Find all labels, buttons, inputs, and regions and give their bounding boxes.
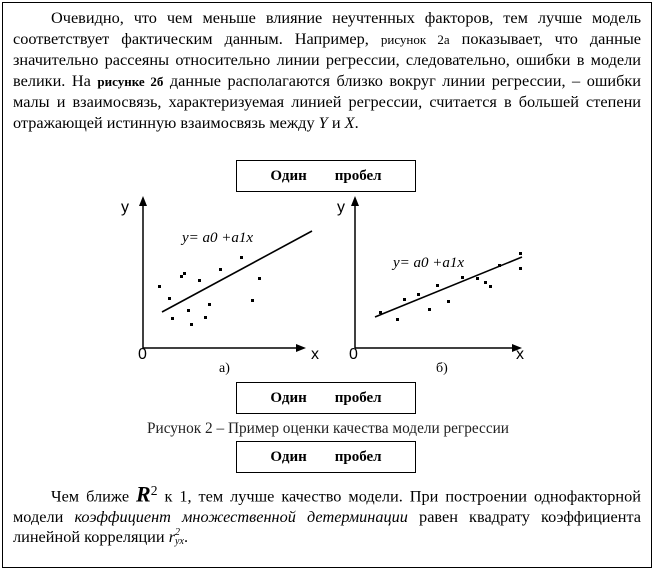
- origin-label: 0: [349, 346, 358, 363]
- paragraph-intro: [13, 8, 641, 133]
- data-point: [258, 277, 261, 280]
- data-point: [396, 318, 399, 321]
- separator-word: Один: [270, 389, 307, 406]
- separator-word: пробел: [334, 389, 382, 406]
- data-point: [403, 298, 406, 301]
- data-point: [187, 309, 190, 312]
- y-axis-label: y: [337, 199, 345, 216]
- superscript: 2: [150, 483, 158, 498]
- panel-a: [121, 196, 319, 376]
- data-point: [489, 285, 492, 288]
- figure-ref-b: рисунке 2б: [97, 73, 164, 89]
- data-point: [484, 281, 487, 284]
- data-point: [208, 303, 211, 306]
- arrow-icon: [139, 196, 147, 206]
- text: и: [331, 112, 341, 132]
- subscript: yx: [175, 535, 184, 547]
- data-point: [476, 277, 479, 280]
- data-point: [428, 308, 431, 311]
- data-point: [447, 300, 450, 303]
- data-point: [219, 268, 222, 271]
- r-letter: r: [168, 527, 176, 547]
- x-axis-label: x: [516, 346, 524, 363]
- panel-label-a: а): [219, 361, 230, 376]
- data-point: [240, 256, 243, 259]
- x-axis-label: x: [311, 346, 319, 363]
- regression-figure: [0, 190, 656, 380]
- data-point: [183, 272, 186, 275]
- data-point: [171, 317, 174, 320]
- data-point: [519, 267, 522, 270]
- text: .: [354, 112, 359, 132]
- data-point: [519, 252, 522, 255]
- text: равен квадрату коэффициента линейной корреляции: [13, 506, 641, 547]
- text: .: [183, 527, 189, 547]
- panel-label-b: б): [436, 361, 448, 376]
- superscript: 2: [175, 526, 181, 538]
- text: показывает, что данные значительно рассеяны относительно линии регрессии, следовательно, ошибки в модели велики. На: [13, 28, 641, 90]
- separator-word: Один: [270, 448, 307, 465]
- correlation-symbol: [169, 527, 184, 546]
- arrow-icon: [296, 344, 306, 352]
- data-point: [168, 297, 171, 300]
- italic-term: коэффициент множественной детерминации: [74, 506, 408, 526]
- text: к 1, тем лучше качество модели. При построении однофакторной модели: [13, 486, 641, 526]
- separator-box: [236, 441, 416, 473]
- data-point: [251, 299, 254, 302]
- data-point: [180, 275, 183, 278]
- arrow-icon: [351, 196, 359, 206]
- origin-label: 0: [138, 346, 147, 363]
- separator-box: [236, 160, 416, 192]
- data-point: [379, 311, 382, 314]
- separator-word: пробел: [334, 448, 382, 465]
- separator-box: [236, 382, 416, 414]
- data-point: [190, 323, 193, 326]
- paragraph-conclusion: [13, 481, 641, 548]
- y-axis-label: y: [121, 199, 129, 216]
- data-point: [436, 284, 439, 287]
- figure-caption: Рисунок 2 – Пример оценки качества модели регрессии: [147, 420, 509, 437]
- data-point: [204, 316, 207, 319]
- variable-y: Y: [318, 112, 328, 132]
- data-point: [198, 279, 201, 282]
- data-point: [498, 264, 501, 267]
- text: Чем ближе: [51, 486, 130, 506]
- text: Очевидно, что чем меньше влияние неучтенных факторов, тем лучше модель соответствует фактическим данным. Например,: [13, 8, 641, 48]
- regression-equation: y= a0 +a1x: [182, 230, 254, 246]
- regression-equation: y= a0 +a1x: [393, 255, 465, 271]
- r-squared-symbol: R: [136, 481, 151, 507]
- data-point: [417, 293, 420, 296]
- panel-b: [337, 196, 524, 376]
- separator-word: пробел: [334, 167, 382, 184]
- separator-word: Один: [270, 167, 307, 184]
- variable-x: X: [344, 112, 355, 132]
- text: данные располагаются близко вокруг линии регрессии, – ошибки малы и взаимосвязь, характеризуемая линией регрессии, считается в большей степени отражающей истинную взаимосвязь между: [13, 70, 642, 132]
- data-point: [158, 285, 161, 288]
- data-point: [461, 276, 464, 279]
- figure-ref-a: рисунок 2а: [380, 31, 450, 47]
